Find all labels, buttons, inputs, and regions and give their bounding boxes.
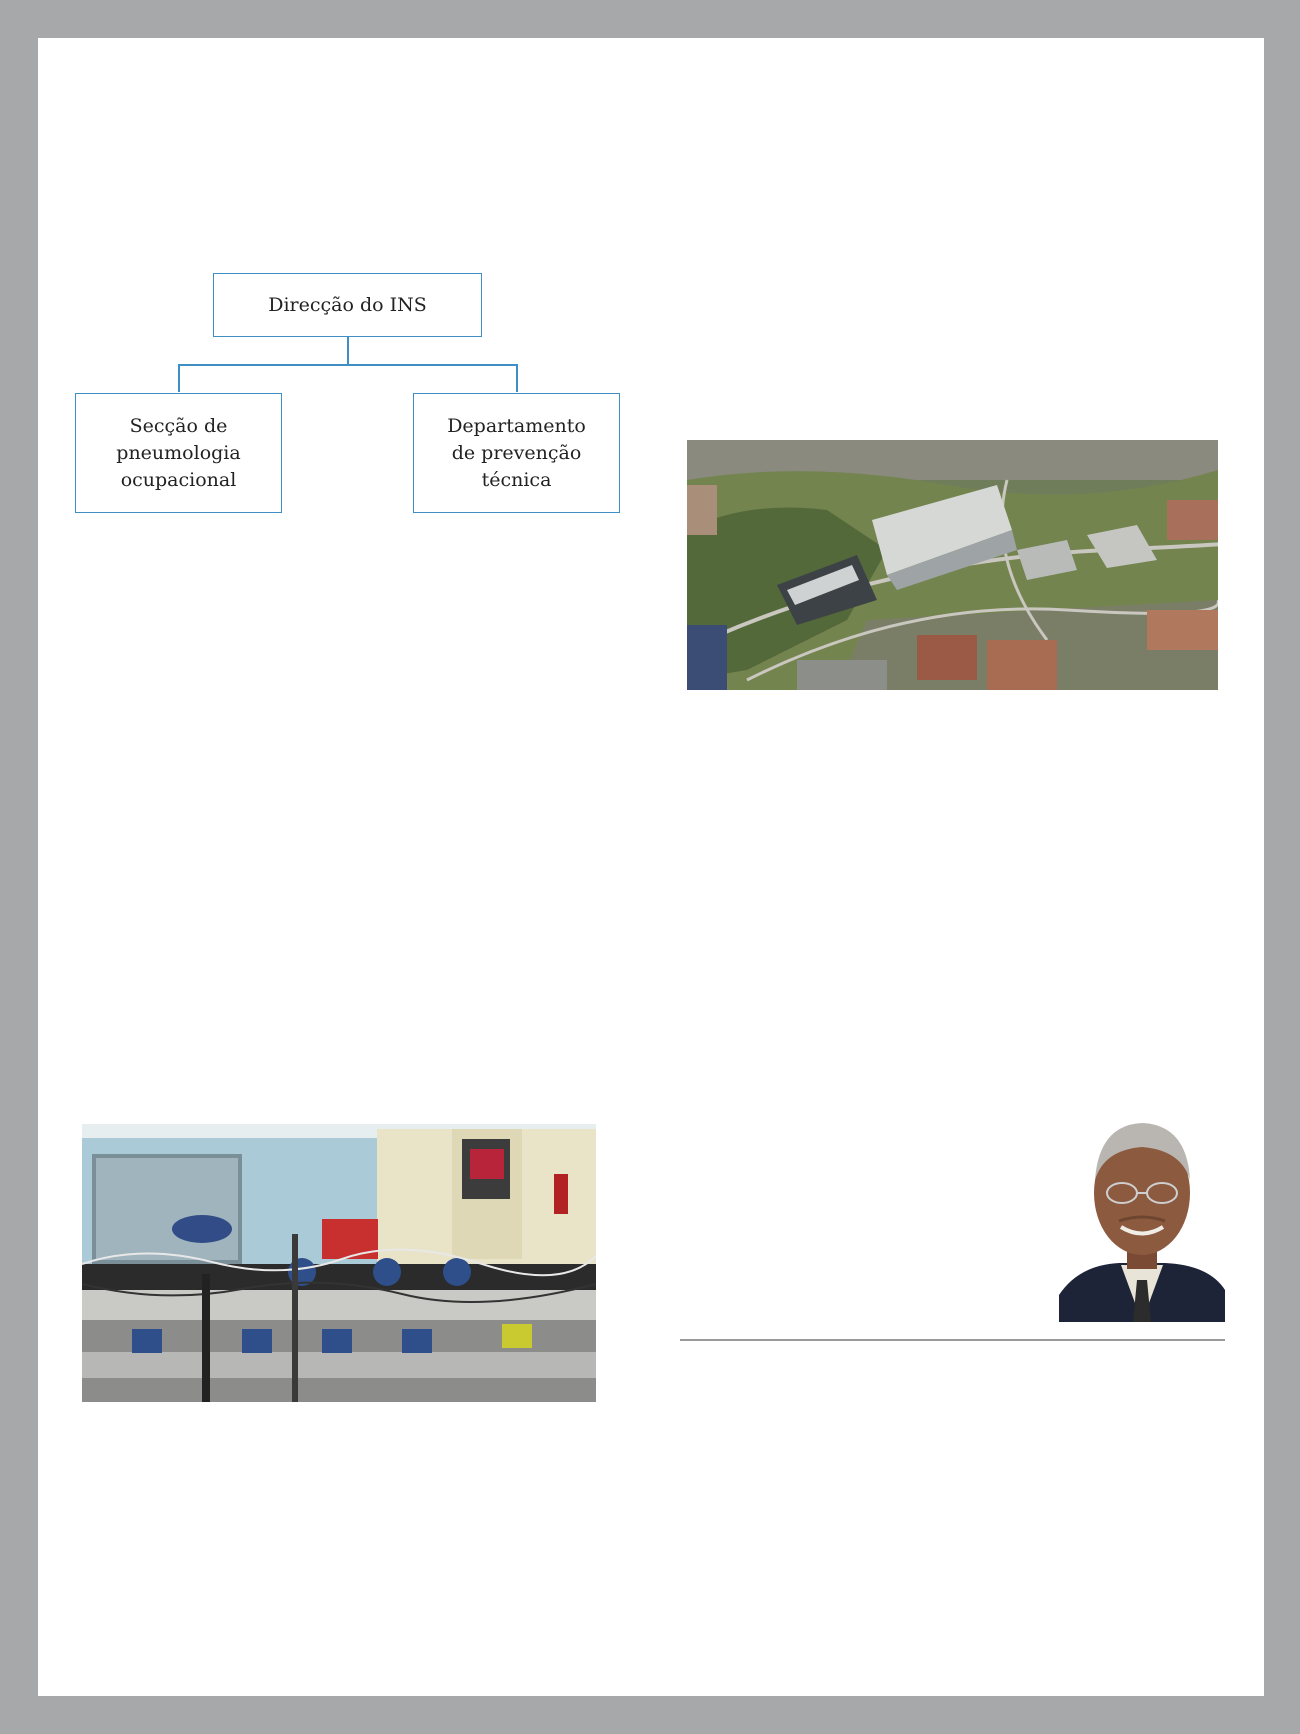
org-node-pneumologia — [75, 393, 282, 513]
org-connector-right — [516, 364, 518, 392]
org-node-prevencao — [413, 393, 620, 513]
org-connector-left — [178, 364, 180, 392]
horizontal-divider — [680, 1339, 1225, 1341]
laboratory-equipment-photo — [82, 1124, 596, 1402]
org-node-direccao — [213, 273, 482, 337]
org-node-direccao-label: Direcção do INS — [268, 293, 427, 316]
org-node-prevencao-label: Departamento de prevenção técnica — [447, 414, 586, 491]
document-page — [38, 38, 1264, 1696]
org-connector-horizontal — [178, 364, 517, 366]
portrait-photo — [1059, 1105, 1225, 1322]
org-node-pneumologia-label: Secção de pneumologia ocupacional — [116, 414, 241, 491]
org-connector-vertical — [347, 337, 349, 365]
aerial-campus-photo — [687, 440, 1218, 690]
